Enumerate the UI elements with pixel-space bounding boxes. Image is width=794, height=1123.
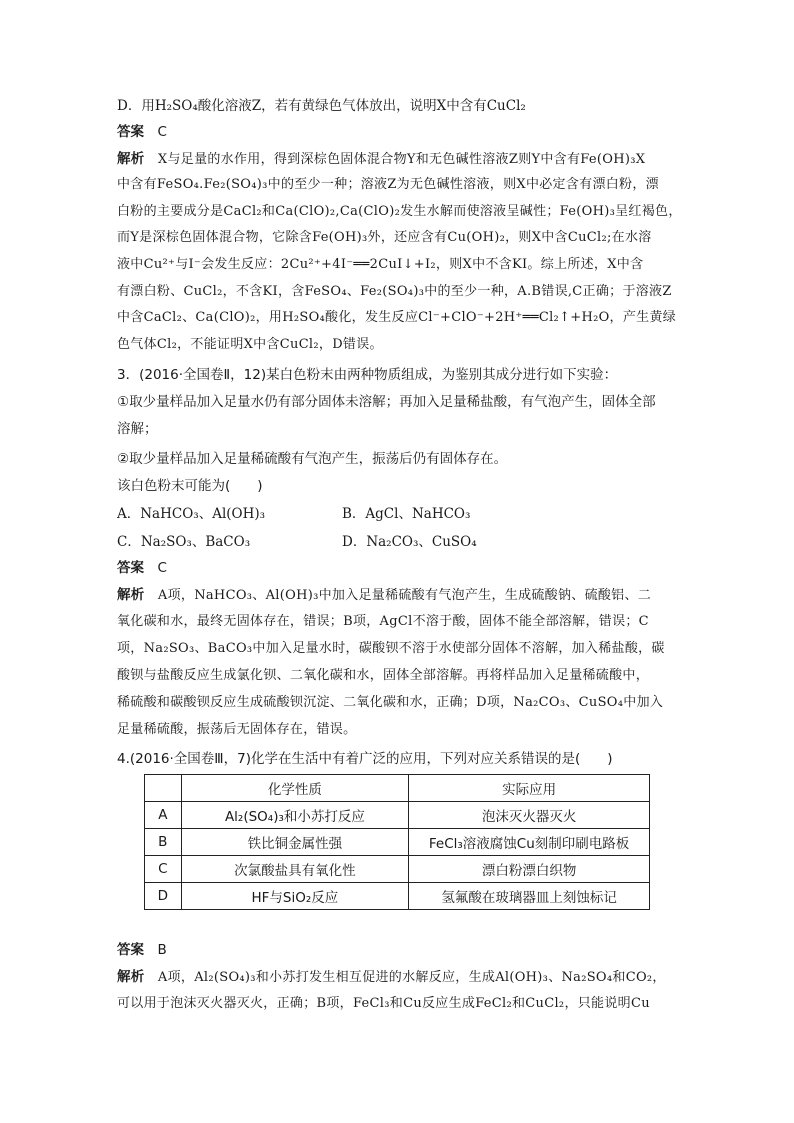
option-a: A．NaHCO₃、Al(OH)₃ <box>117 506 266 522</box>
answer-line <box>117 559 167 577</box>
answer-label: 答案 <box>117 942 144 958</box>
table-cell: 氢氟酸在玻璃器皿上刻蚀标记 <box>409 883 650 910</box>
table-cell: HF与SiO₂反应 <box>181 883 409 910</box>
answer-line <box>117 123 167 141</box>
question-3-step: ①取少量样品加入足量水仍有部分固体未溶解；再加入足量稀盐酸，有气泡产生，固体全部 <box>117 394 656 410</box>
table-cell: 次氯酸盐具有氧化性 <box>181 856 409 883</box>
question-3-step: ②取少量样品加入足量稀硫酸有气泡产生，振荡后仍有固体存在。 <box>117 451 508 467</box>
table-cell: D <box>145 883 182 910</box>
analysis-text: 而Y是深棕色固体混合物，它除含Fe(OH)₃外，还应含有Cu(OH)₂，则X中含CuCl₂;在水溶 <box>117 230 652 245</box>
table-cell: A <box>145 802 182 829</box>
analysis-text: 白粉的主要成分是CaCl₂和Ca(ClO)₂,Ca(ClO)₂发生水解而使溶液呈碱性；Fe(OH)₃呈红褐色， <box>117 204 682 219</box>
option-d: D．Na₂CO₃、CuSO₄ <box>342 534 477 550</box>
table-row <box>145 829 650 856</box>
table-cell: 泡沫灭火器灭火 <box>409 802 650 829</box>
table-row <box>145 883 650 910</box>
analysis-text: X与足量的水作用，得到深棕色固体混合物Y和无色碱性溶液Z则Y中含有Fe(OH)₃X <box>157 152 646 167</box>
table-cell: C <box>145 856 182 883</box>
analysis-text: 氧化碳和水，最终无固体存在，错误；B项，AgCl不溶于酸，固体不能全部溶解，错误；C <box>117 614 649 629</box>
table-header-row <box>145 775 650 802</box>
table-cell: FeCl₃溶液腐蚀Cu刻制印刷电路板 <box>409 829 650 856</box>
analysis-text: 液中Cu²⁺与I⁻会发生反应：2Cu²⁺+4I⁻══2CuI↓+I₂，则X中不含KI。综上所述，X中含 <box>117 257 644 272</box>
table-header-cell: 化学性质 <box>181 775 409 802</box>
table-header-cell: 实际应用 <box>409 775 650 802</box>
option-d-text: D．用H₂SO₄酸化溶液Z，若有黄绿色气体放出，说明X中含有CuCl₂ <box>117 98 526 114</box>
table-header-cell <box>145 775 182 802</box>
question-3-prompt: 该白色粉末可能为( ) <box>117 478 263 494</box>
analysis-text: 中含有FeSO₄.Fe₂(SO₄)₃中的至少一种；溶液Z为无色碱性溶液，则X中必定含有漂白粉，漂 <box>117 177 659 192</box>
analysis-text: 足量稀硫酸，振荡后无固体存在，错误。 <box>117 722 357 737</box>
analysis-text: 酸钡与盐酸反应生成氯化钡、二氧化碳和水，固体全部溶解。再将样品加入足量稀硫酸中， <box>117 668 650 683</box>
option-b: B．AgCl、NaHCO₃ <box>342 506 471 522</box>
analysis-line <box>117 968 666 987</box>
option-c: C．Na₂SO₃、BaCO₃ <box>117 534 251 550</box>
analysis-label: 解析 <box>117 969 145 985</box>
question-3-step: 溶解； <box>117 421 158 437</box>
table-cell: Al₂(SO₄)₃和小苏打反应 <box>181 802 409 829</box>
analysis-label: 解析 <box>117 151 145 167</box>
answer-value: C <box>157 124 167 140</box>
answer-label: 答案 <box>117 124 144 140</box>
analysis-label: 解析 <box>117 587 145 603</box>
answer-value: B <box>157 942 167 958</box>
table-cell: 漂白粉漂白织物 <box>409 856 650 883</box>
analysis-text: A项，Al₂(SO₄)₃和小苏打发生相互促进的水解反应，生成Al(OH)₃、Na₂SO₄和CO₂， <box>157 970 666 985</box>
properties-table <box>144 774 650 910</box>
answer-label: 答案 <box>117 560 144 576</box>
analysis-text: A项，NaHCO₃、Al(OH)₃中加入足量稀硫酸有气泡产生，生成硫酸钠、硫酸铝、二 <box>157 588 652 603</box>
analysis-text: 可以用于泡沫灭火器灭火，正确；B项，FeCl₃和Cu反应生成FeCl₂和CuCl₂，只能说明Cu <box>117 996 650 1011</box>
analysis-text: 有漂白粉、CuCl₂，不含KI，含FeSO₄、Fe₂(SO₄)₃中的至少一种，A.B错误,C正确；于溶液Z <box>117 284 672 299</box>
analysis-text: 色气体Cl₂，不能证明X中含CuCl₂，D错误。 <box>117 337 383 352</box>
answer-line <box>117 941 167 959</box>
question-4-title: 4.(2016·全国卷Ⅲ，7)化学在生活中有着广泛的应用，下列对应关系错误的是( ) <box>117 751 613 767</box>
analysis-line <box>117 586 651 605</box>
analysis-text: 中含CaCl₂、Ca(ClO)₂，用H₂SO₄酸化，发生反应Cl⁻+ClO⁻+2H⁺══Cl₂↑+H₂O，产生黄绿 <box>117 310 677 325</box>
analysis-text: 项，Na₂SO₃、BaCO₃中加入足量水时，碳酸钡不溶于水使部分固体不溶解，加入稀盐酸，碳 <box>117 641 665 656</box>
table-row <box>145 856 650 883</box>
question-3-title: 3．(2016·全国卷Ⅱ，12)某白色粉末由两种物质组成，为鉴别其成分进行如下实验： <box>117 367 618 383</box>
analysis-line <box>117 150 645 169</box>
answer-value: C <box>157 560 167 576</box>
analysis-text: 稀硫酸和碳酸钡反应生成硫酸钡沉淀、二氧化碳和水，正确；D项，Na₂CO₃、CuSO₄中加入 <box>117 695 664 710</box>
table-row <box>145 802 650 829</box>
table-cell: 铁比铜金属性强 <box>181 829 409 856</box>
table-cell: B <box>145 829 182 856</box>
